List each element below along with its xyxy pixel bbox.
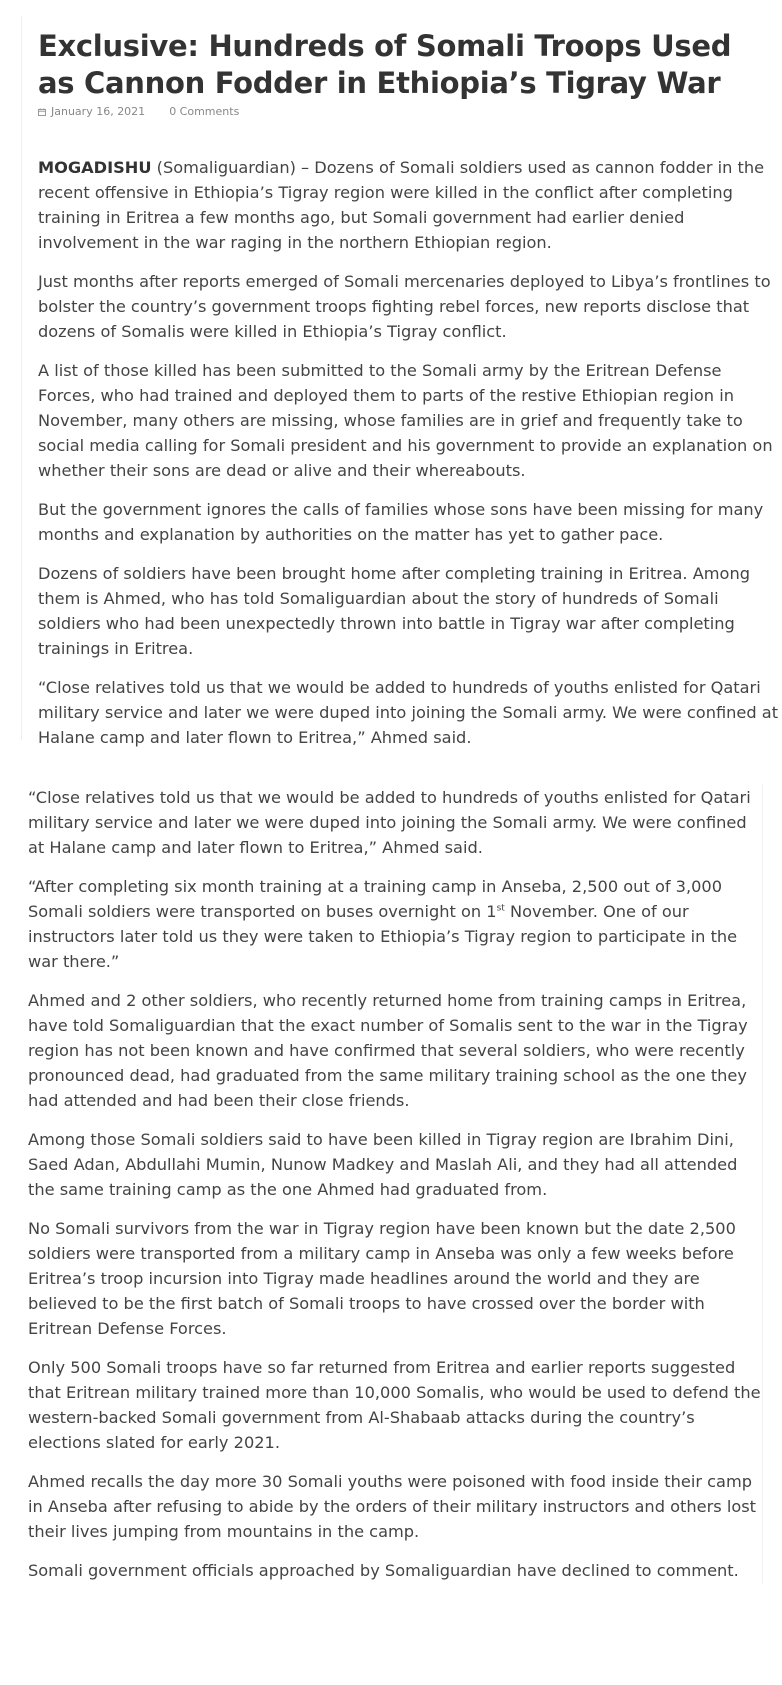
article-body-top [38,155,780,764]
ordinal-suffix: st [496,903,505,914]
text-segment: November. One of our instructors later told us they were taken to Ethiopia’s Tigray region to participate in the war there.” [28,902,738,971]
article-meta [38,104,239,120]
calendar-icon [38,108,46,116]
paragraph: “Close relatives told us that we would be added to hundreds of youths enlisted for Qatari military service and later we were duped into joining the Somali army. We were confined at Halane camp and later flown to Eritrea,” Ahmed said. [38,678,779,747]
publish-date[interactable]: January 16, 2021 [51,105,146,118]
paragraph: Somali government officials approached by Somaliguardian have declined to comment. [28,1561,739,1580]
article-top-section [21,16,779,747]
paragraph: Only 500 Somali troops have so far returned from Eritrea and earlier reports suggested that Eritrean military trained more than 10,000 Somalis, who would be used to defend the western-backed Somali government from Al-Shabaab attacks during the country’s elections slated for early 2021. [28,1358,761,1452]
article-bottom-section [0,784,763,1584]
paragraph-with-date [28,874,768,974]
paragraph: Ahmed and 2 other soldiers, who recently returned home from training camps in Eritrea, have told Somaliguardian that the exact number of Somalis sent to the war in the Tigray region has not been known and have confirmed that several soldiers, who were recently pronounced dead, had graduated from the same military training school as the one they had attended and had been their close friends. [28,991,748,1110]
paragraph: “Close relatives told us that we would be added to hundreds of youths enlisted for Qatari military service and later we were duped into joining the Somali army. We were confined at Halane camp and later flown to Eritrea,” Ahmed said. [28,788,751,857]
comments-link[interactable]: 0 Comments [169,105,240,118]
paragraph: But the government ignores the calls of families whose sons have been missing for many months and explanation by authorities on the matter has yet to gather pace. [38,500,764,544]
dateline: MOGADISHU [38,158,152,177]
lead-text: (Somaliguardian) – Dozens of Somali soldiers used as cannon fodder in the recent offensive in Ethiopia’s Tigray region were killed in the conflict after completing training in Eritrea a few months ago, but Somali government had earlier denied involvement in the war raging in the northern Ethiopian region. [38,158,765,252]
paragraph: No Somali survivors from the war in Tigray region have been known but the date 2,500 soldiers were transported from a military camp in Anseba was only a few weeks before Eritrea’s troop incursion into Tigray made headlines around the world and they are believed to be the first batch of Somali troops to have crossed over the border with Eritrean Defense Forces. [28,1219,736,1338]
article-title: Exclusive: Hundreds of Somali Troops Used as Cannon Fodder in Ethiopia’s Tigray War [38,29,732,100]
paragraph: Just months after reports emerged of Somali mercenaries deployed to Libya’s frontlines to bolster the country’s government troops fighting rebel forces, new reports disclose that dozens of Somalis were killed in Ethiopia’s Tigray conflict. [38,272,771,341]
paragraph: Ahmed recalls the day more 30 Somali youths were poisoned with food inside their camp in Anseba after refusing to abide by the orders of their military instructors and others lost their lives jumping from mountains in the camp. [28,1472,757,1541]
paragraph: A list of those killed has been submitted to the Somali army by the Eritrean Defense Forces, who had trained and deployed them to parts of the restive Ethiopian region in November, many others are missing, whose families are in grief and frequently take to social media calling for Somali president and his government to provide an explanation on whether their sons are dead or alive and their whereabouts. [38,361,773,480]
paragraph: Among those Somali soldiers said to have been killed in Tigray region are Ibrahim Dini, Saed Adan, Abdullahi Mumin, Nunow Madkey and Maslah Ali, and they had all attended the same training camp as the one Ahmed had graduated from. [28,1130,738,1199]
article-body-bottom [28,785,768,1597]
paragraph: Dozens of soldiers have been brought home after completing training in Eritrea. Among them is Ahmed, who has told Somaliguardian about the story of hundreds of Somali soldiers who had been unexpectedly thrown into battle in Tigray war after completing trainings in Eritrea. [38,564,750,658]
lead-paragraph [38,155,780,255]
text-segment: “After completing six month training at a training camp in Anseba, 2,500 out of 3,000 Somali soldiers were transported on buses overnight on 1 [28,877,723,921]
